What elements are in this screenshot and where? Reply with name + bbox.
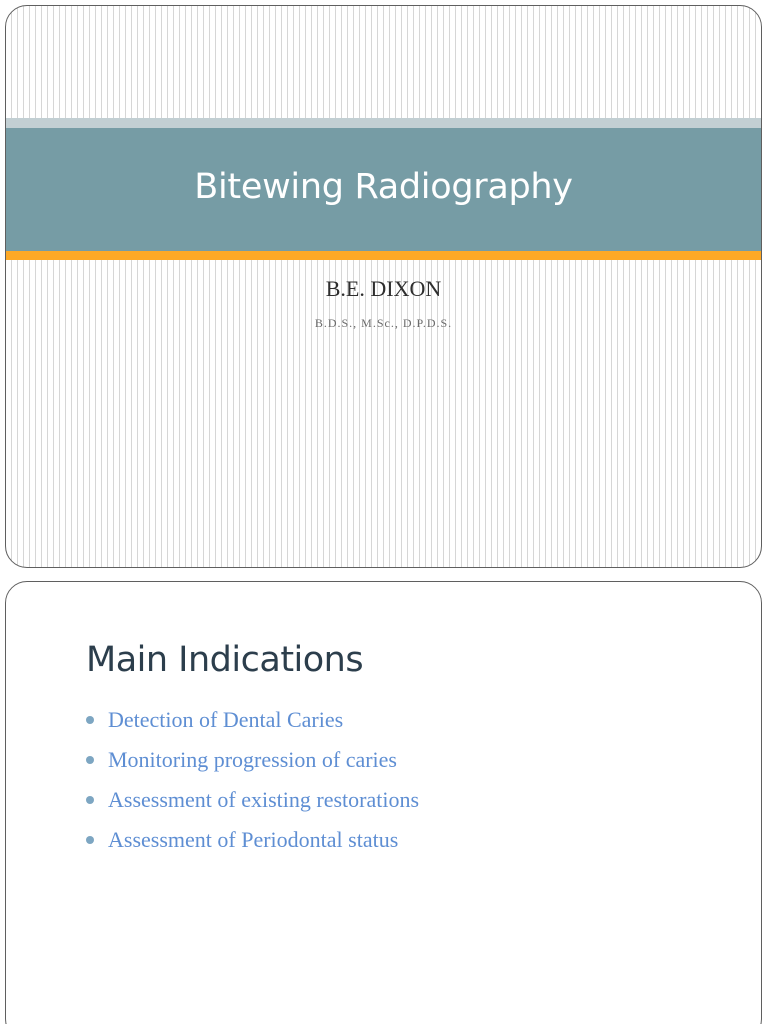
accent-line (6, 251, 761, 260)
list-item (86, 700, 419, 740)
list-item (86, 740, 419, 780)
author-name: B.E. DIXON (325, 276, 442, 301)
slide-title: Bitewing Radiography (194, 166, 573, 207)
title-slide (5, 5, 762, 568)
bullet-text: Detection of Dental Caries (108, 707, 344, 732)
bullet-text: Monitoring progression of caries (108, 747, 397, 772)
author-credentials: B.D.S., M.Sc., D.P.D.S. (314, 316, 453, 330)
bullet-text: Assessment of existing restorations (108, 787, 420, 812)
title-band (6, 128, 761, 251)
bullet-text: Assessment of Periodontal status (108, 827, 399, 852)
bullet-icon (86, 836, 94, 844)
bullet-icon (86, 796, 94, 804)
slide-heading: Main Indications (86, 640, 364, 680)
list-item (86, 820, 419, 860)
indications-slide (5, 581, 762, 1024)
title-top-strip (6, 118, 761, 128)
bullet-list (86, 700, 419, 860)
bullet-icon (86, 756, 94, 764)
bullet-icon (86, 716, 94, 724)
list-item (86, 780, 419, 820)
